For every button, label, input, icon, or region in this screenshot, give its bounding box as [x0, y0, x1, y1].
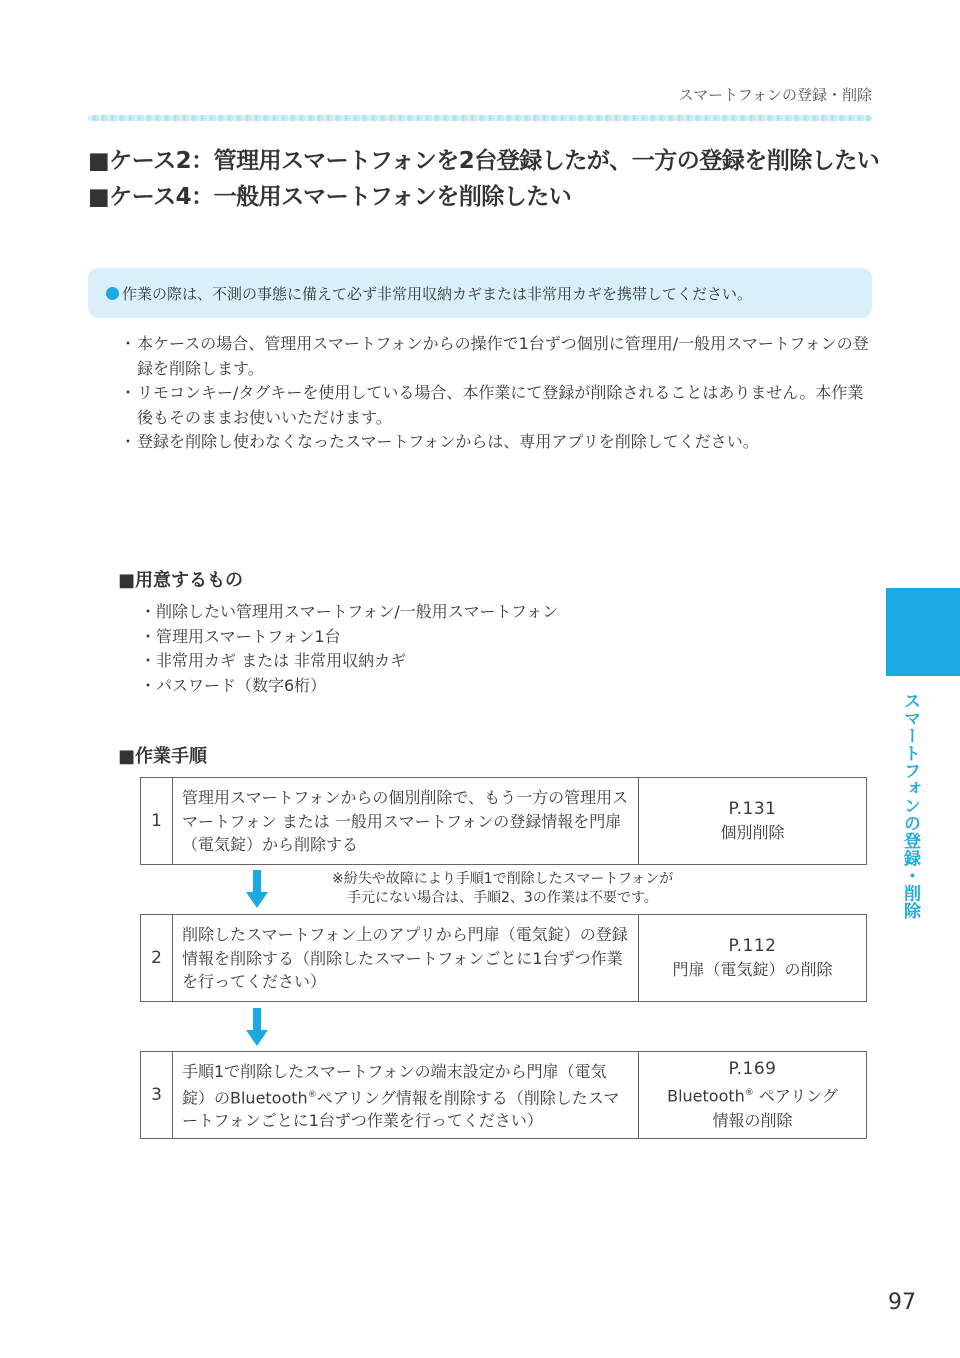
- step-ref-title: 門扉（電気錠）の削除: [672, 960, 833, 979]
- notes-list: [118, 332, 878, 455]
- prepare-list: [140, 600, 558, 698]
- prepare-item: [140, 649, 558, 674]
- step-number: 2: [141, 915, 173, 1001]
- bullet: ・: [120, 432, 137, 451]
- side-index-label: スマートフォンの登録・削除: [900, 692, 920, 920]
- bullet: ・: [140, 675, 157, 695]
- step-ref-page: P.112: [728, 936, 777, 956]
- page-number: 97: [888, 1290, 916, 1315]
- bullet: ・: [140, 602, 157, 621]
- note-text: 登録を削除し使わなくなったスマートフォンからは、専用アプリを削除してください。: [137, 432, 759, 451]
- step-reference: [639, 1052, 866, 1138]
- procedure-step-3: [140, 1051, 867, 1139]
- procedure-step-2: [140, 914, 867, 1002]
- prepare-item-text: 管理用スマートフォン1台: [156, 626, 341, 646]
- prepare-item-text: 削除したい管理用スマートフォン/一般用スマートフォン: [156, 602, 559, 621]
- step-skip-note-line1: ※紛失や故障により手順1で削除したスマートフォンが: [332, 871, 674, 887]
- step-description: [173, 1052, 639, 1138]
- header-divider: [88, 115, 872, 121]
- note-text: 本ケースの場合、管理用スマートフォンからの操作で1台ずつ個別に管理用/一般用スマートフォンの登録を削除します。: [137, 334, 869, 378]
- caution-box: [88, 268, 872, 318]
- step-ref-title-part: ペアリング: [758, 1086, 838, 1106]
- bullet: ・: [120, 334, 137, 353]
- prepare-item-text: 非常用カギ または 非常用収納カギ: [156, 651, 407, 670]
- step-ref-title: 個別削除: [720, 823, 785, 842]
- step-description: 削除したスマートフォン上のアプリから門扉（電気錠）の登録情報を削除する（削除したスマートフォンごとに1台ずつ作業を行ってください）: [173, 915, 639, 1001]
- prepare-item-text: パスワード（数字6桁）: [156, 675, 327, 695]
- registered-mark: ®: [744, 1088, 754, 1099]
- arrow-down-icon: [246, 870, 268, 910]
- note-item: [118, 332, 878, 381]
- heading-case-4: ■ケース4：一般用スマートフォンを削除したい: [88, 184, 572, 210]
- step-reference: [639, 915, 866, 1001]
- prepare-item: [140, 600, 558, 625]
- note-text: リモコンキー/タグキーを使用している場合、本作業にて登録が削除されることはありません。本作業後もそのままお使いいただけます。: [137, 383, 864, 427]
- prepare-item: [140, 625, 558, 650]
- note-item: [118, 381, 878, 430]
- step-ref-title: [667, 1081, 838, 1108]
- header-section-title: スマートフォンの登録・削除: [678, 86, 872, 104]
- heading-case-2: ■ケース2：管理用スマートフォンを2台登録したが、一方の登録を削除したい: [88, 148, 880, 174]
- step-number: 3: [141, 1052, 173, 1138]
- caution-text: 作業の際は、不測の事態に備えて必ず非常用収納カギまたは非常用カギを携帯してください。: [122, 285, 753, 303]
- bullet: ・: [140, 626, 157, 646]
- prepare-item: [140, 674, 558, 699]
- caution-bullet-icon: [106, 287, 119, 300]
- step-reference: [639, 778, 866, 864]
- step-ref-page: P.131: [728, 799, 777, 819]
- step-skip-note: [332, 870, 673, 908]
- arrow-down-icon: [246, 1008, 268, 1048]
- procedure-title: ■作業手順: [118, 746, 208, 767]
- step-number: 1: [141, 778, 173, 864]
- bullet: ・: [140, 651, 157, 670]
- step-description-part: 手順1で削除したスマートフォンの端末設定から門扉（電気錠）のBluetooth: [182, 1062, 607, 1107]
- step-ref-title-part: Bluetooth: [667, 1086, 745, 1106]
- note-item: [118, 430, 878, 455]
- step-ref-page: P.169: [728, 1059, 777, 1080]
- prepare-title: ■用意するもの: [118, 570, 244, 591]
- step-ref-title-part: 情報の削除: [712, 1110, 793, 1130]
- step-skip-note-line2: 手元にない場合は、手順2、3の作業は不要です。: [347, 890, 658, 906]
- registered-mark: ®: [307, 1089, 317, 1100]
- step-description: 管理用スマートフォンからの個別削除で、もう一方の管理用スマートフォン または 一般用スマートフォンの登録情報を門扉（電気錠）から削除する: [173, 778, 639, 864]
- step-description-part: ペアリング情報を削除する（削除したスマートフォンごとに1台ずつ作業を行ってください）: [182, 1087, 620, 1131]
- procedure-step-1: [140, 777, 867, 865]
- bullet: ・: [120, 383, 137, 402]
- side-index-tab: [886, 588, 960, 676]
